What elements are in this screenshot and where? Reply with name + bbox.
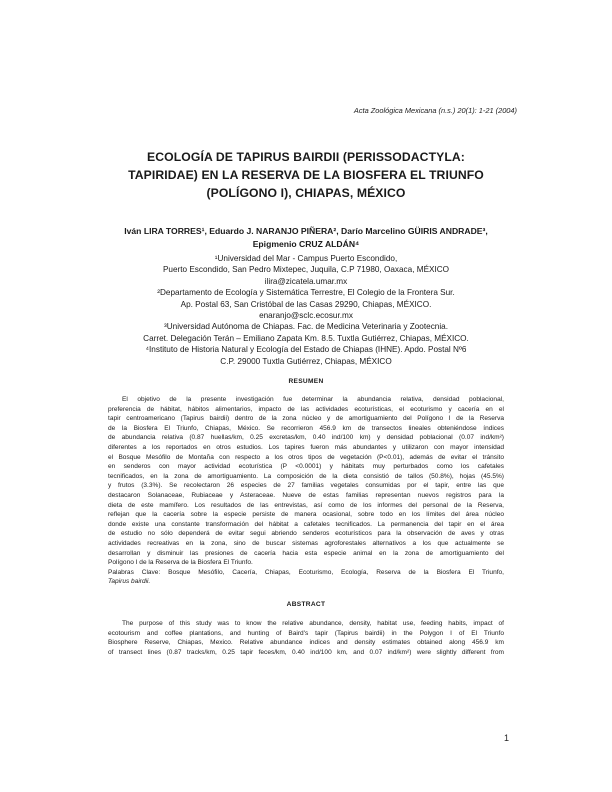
resumen-line: El objetivo de la presente investigación fue determinar la abundancia relativa, densidad poblacional, <box>122 396 504 403</box>
affiliation-line: C.P. 29000 Tuxtla Gutiérrez, Chiapas, MÉXICO <box>220 356 392 366</box>
resumen-line: tecnificados, en la zona de amortiguamiento. La composición de la dieta consistió de tallos (50.8%), hojas (45.5%) <box>108 472 504 480</box>
affiliation-line: ⁴Instituto de Historia Natural y Ecología del Estado de Chiapas (IHNE). Apdo. Postal Nº6 <box>145 345 467 355</box>
page-number: 1 <box>503 733 509 743</box>
resumen-line: desarrollan y disminuir las presiones de cacería hacia esta especie animal en la zona de amortiguamiento del <box>108 549 504 557</box>
resumen-line: donde existe una constante transformación del hábitat a cafetales tecnificados. La permanencia del tapir en el área <box>108 520 504 528</box>
resumen-line: de abundancia relativa (0.87 huellas/km, 0.25 excretas/km, 0.40 ind/100 km) y densidad poblacional (0.07 ind/km²) <box>108 434 504 442</box>
affiliation-line: ³Universidad Autónoma de Chiapas. Fac. de Medicina Veterinaria y Zootecnia. <box>164 322 448 332</box>
resumen-line: en senderos con mayor actividad ecoturística (P <0.0001) y hábitats muy perturbados como los cafetales <box>108 463 504 471</box>
paper-title <box>110 148 502 202</box>
resumen-heading: RESUMEN <box>288 378 324 385</box>
resumen-line: dieta de este mamífero. Los resultados de las entrevistas, así como de los informes del personal de la Reserva, <box>108 501 504 509</box>
resumen-line: destacaron Solanaceae, Rubiaceae y Asteraceae. Nueve de estas familias representan nuevos registros para la <box>108 491 504 499</box>
resumen-body <box>108 395 504 587</box>
resumen-line: de la Biosfera El Triunfo, Chiapas, México. Se recorrieron 456.9 km de transectos lineales obteniéndose índices <box>108 424 504 432</box>
affiliation-line: ¹Universidad del Mar - Campus Puerto Escondido, <box>214 254 398 263</box>
affiliation-line: ²Departamento de Ecología y Sistemática Terrestre, El Colegio de la Frontera Sur. <box>157 288 455 298</box>
author-email: enaranjo@sclc.ecosur.mx <box>259 311 353 321</box>
resumen-line: el Bosque Mesófilo de Montaña con respecto a los otros tipos de vegetación (P<0.01), además de evitar el tránsito <box>108 453 504 461</box>
affiliations <box>120 253 492 367</box>
resumen-line: preferencia de hábitat, hábitos alimentarios, impacto de las actividades ecoturísticas, el ecoturismo y cacería en el <box>108 405 504 413</box>
keywords-line: Tapirus bairdii. <box>108 578 151 586</box>
affiliation-line: Carret. Delegación Terán – Emiliano Zapata Km. 8.5. Tuxtla Gutiérrez, Chiapas, MÉXICO. <box>143 333 469 343</box>
abstract-heading: ABSTRACT <box>286 601 326 608</box>
abstract-line: of transect lines (0.87 tracks/km, 0.25 tapir feces/km, 0.40 ind/100 km, and 0.07 ind/km²) were slightly different from <box>108 648 504 656</box>
abstract-line: The purpose of this study was to know the relative abundance, density, habitat use, feeding habits, impact of <box>122 620 504 627</box>
resumen-line: diferentes a los reportados en otros estudios. Los tapires fueron más abundantes y utilizaron con mayor intensidad <box>108 443 504 451</box>
abstract-line: Biosphere Reserve, Chiapas, Mexico. Relative abundance indices and density estimates obtained along 456.9 km <box>108 639 504 647</box>
title-line: TAPIRIDAE) EN LA RESERVA DE LA BIOSFERA EL TRIUNFO <box>128 168 484 182</box>
resumen-line: actividades recreativas en la zona, sino de buscar sistemas agroforestales alternativos a los que actualmente se <box>108 539 504 547</box>
author-line: Iván LIRA TORRES¹, Eduardo J. NARANJO PIÑERA², Darío Marcelino GÜIRIS ANDRADE³, <box>124 226 488 236</box>
affiliation-line: Puerto Escondido, San Pedro Mixtepec, Juquila, C.P 71980, Oaxaca, MÉXICO <box>162 265 450 275</box>
resumen-line: Polígono I de la Reserva de la Biosfera El Triunfo. <box>108 559 253 567</box>
author-list <box>110 225 502 251</box>
keywords-line: Palabras Clave: Bosque Mesófilo, Cacería, Chiapas, Ecoturismo, Ecología, Reserva de la Biosfera El Triunfo, <box>108 568 504 576</box>
resumen-line: y frutos (3.3%). Se recolectaron 26 especies de 27 familias vegetales consumidas por el tapir, entre las que <box>108 482 504 490</box>
abstract-body <box>108 619 504 657</box>
affiliation-line: Ap. Postal 63, San Cristóbal de las Casas 29290, Chiapas, MÉXICO. <box>180 299 432 309</box>
abstract-line: ecotourism and coffee plantations, and hunting of Baird's tapir (Tapirus bairdii) in the Polygon I of El Triunfo <box>108 629 504 637</box>
author-line: Epigmenio CRUZ ALDÁN⁴ <box>252 239 360 249</box>
title-line: (POLÍGONO I), CHIAPAS, MÉXICO <box>206 186 406 200</box>
resumen-line: de estudio no sólo dependerá de evitar segui abriendo senderos ecoturísticos para la observación de aves y otras <box>108 530 504 538</box>
author-email: ilira@zicatela.umar.mx <box>264 276 348 286</box>
resumen-line: tapir centroamericano (Tapirus bairdii) dentro de la zona núcleo y de amortiguamiento del Polígono I de la Reserva <box>108 415 504 423</box>
resumen-line: reflejan que la cacería sobre la especie persiste de manera ocasional, sobre todo en los límites del área núcleo <box>108 511 504 519</box>
title-line: ECOLOGÍA DE TAPIRUS BAIRDII (PERISSODACTYLA: <box>147 150 465 164</box>
journal-citation: Acta Zoológica Mexicana (n.s.) 20(1): 1-21 (2004) <box>353 106 517 115</box>
